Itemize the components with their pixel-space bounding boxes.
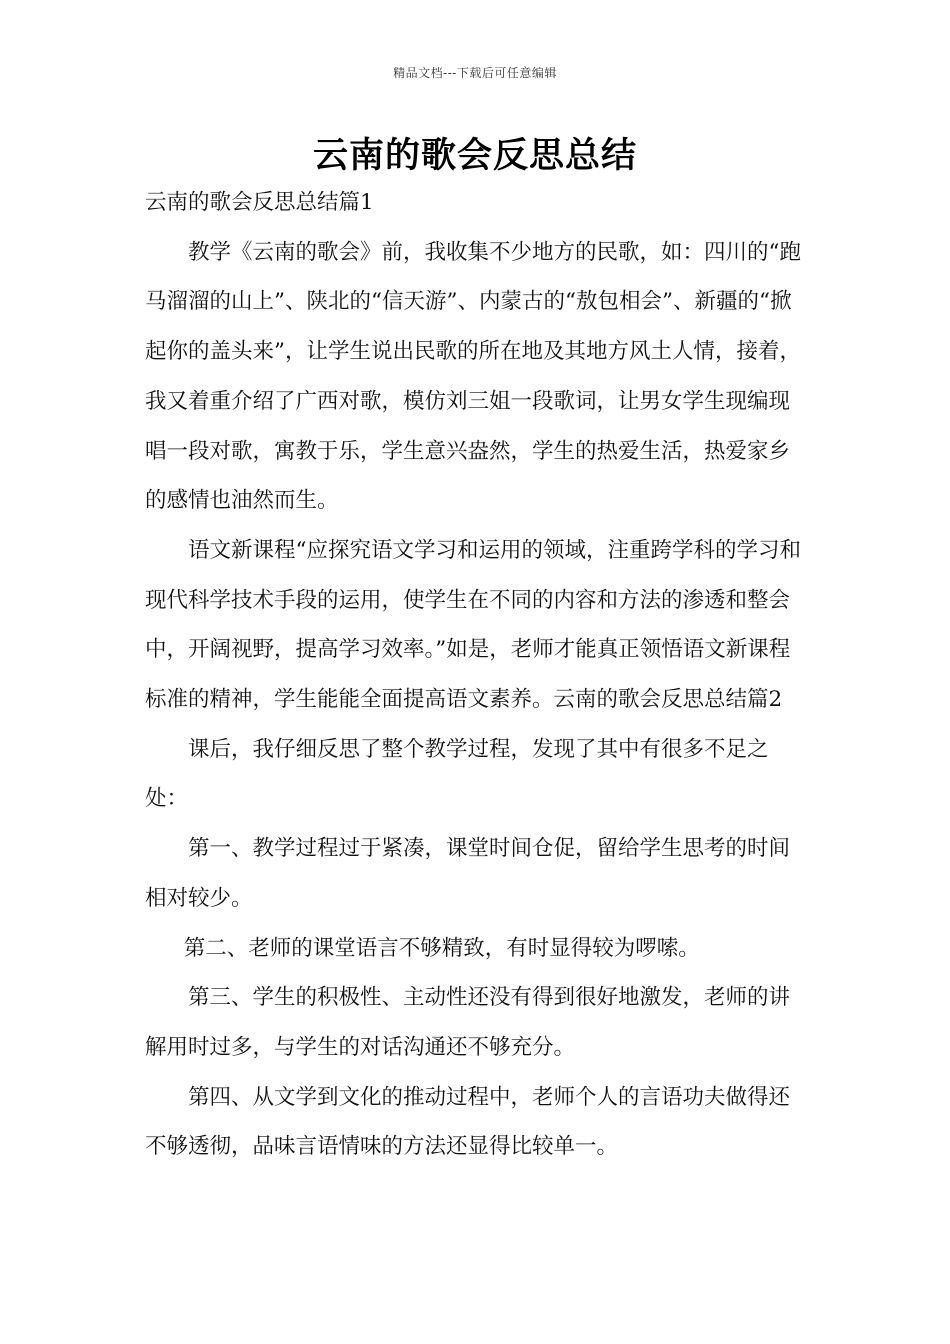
paragraph-6: 第三、学生的积极性、主动性还没有得到很好地激发，老师的讲解用时过多，与学生的对话沟通还不够充分。 [145,985,791,1060]
paragraph-3: 课后，我仔细反思了整个教学过程，发现了其中有很多不足之处： [145,736,769,812]
paragraph-1: 教学《云南的歌会》前，我收集不少地方的民歌，如：四川的“跑马溜溜的山上”、陕北的“信天游”、内蒙古的“敖包相会”、新疆的“掀起你的盖头来”，让学生说出民歌的所在地及其地方风土人情，接着，我又着重介绍了广西对歌，模仿刘三姐一段歌词，让男女学生现编现唱一段对歌，寓教于乐，学生意兴盎然，学生的热爱生活，热爱家乡的感情也油然而生。 [145,239,801,514]
document-title: 云南的歌会反思总结 [312,135,637,176]
document-body [145,178,810,1172]
header-note: 精品文档---下载后可任意编辑 [393,66,557,80]
section-heading: 云南的歌会反思总结篇1 [145,190,374,215]
paragraph-7: 第四、从文学到文化的推动过程中，老师个人的言语功夫做得还不够透彻，品味言语情味的方法还显得比较单一。 [145,1084,791,1160]
paragraph-2: 语文新课程“应探究语文学习和运用的领域，注重跨学科的学习和现代科学技术手段的运用，使学生在不同的内容和方法的渗透和整会中，开阔视野，提高学习效率。”如是，老师才能真正领悟语文新课程标准的精神，学生能能全面提高语文素养。云南的歌会反思总结篇2 [145,537,801,713]
paragraph-4: 第一、教学过程过于紧凑，课堂时间仓促，留给学生思考的时间相对较少。 [145,836,791,911]
paragraph-5: 第二、老师的课堂语言不够精致，有时显得较为啰嗦。 [183,935,700,961]
